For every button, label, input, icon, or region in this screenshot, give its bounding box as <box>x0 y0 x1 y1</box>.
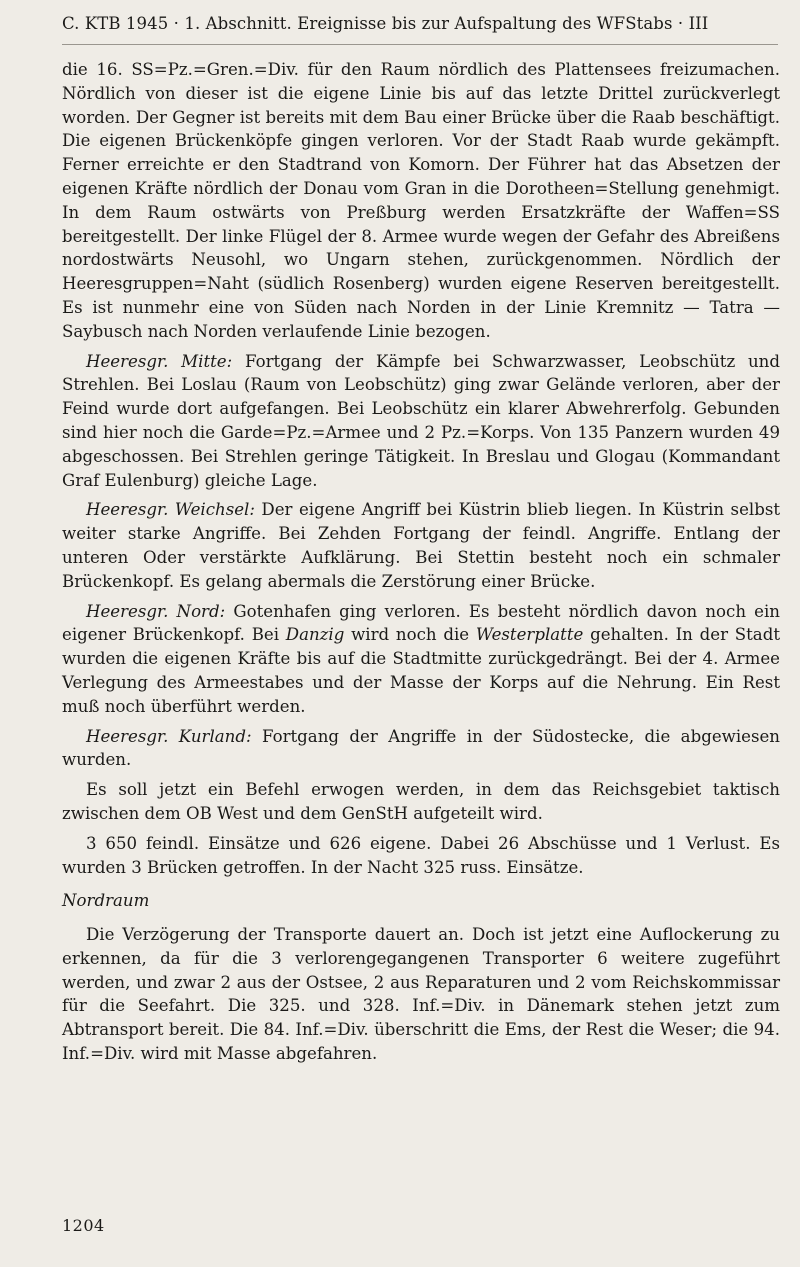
army-group-label: Heeresgr. Nord: <box>86 601 226 621</box>
paragraph-text: Fortgang der Angriffe in der Südostecke, die abgewiesen wurden. <box>62 726 780 770</box>
paragraph-text: die 16. SS=Pz.=Gren.=Div. für den Raum nördlich des Plattensees freizumachen. Nördlich von dieser ist die eigene Linie bis auf das letzte Drittel zurückverlegt worden. Der Gegner ist bereits mit dem Bau einer Brücke über die Raab beschäftigt. Die eigenen Brückenköpfe gingen verloren. Vor der Stadt Raab wurde gekämpft. Ferner erreichte er den Stadtrand von Komorn. Der Führer hat das Absetzen der eigenen Kräfte nördlich der Donau vom Gran in die Dorotheen=Stellung genehmigt. In dem Raum ostwärts von Preßburg werden Ersatzkräfte der Waffen=SS bereitgestellt. Der linke Flügel der 8. Armee wurde wegen der Gefahr des Abreißens nordostwärts Neusohl, wo Ungarn stehen, zurückgenommen. Nördlich der Heeresgruppen=Naht (südlich Rosenberg) wurden eigene Reserven bereitgestellt. Es ist nunmehr eine von Süden nach Norden in der Linie Kremnitz — Tatra — Saybusch nach Norden verlaufende Linie bezogen. <box>62 60 780 341</box>
paragraph-text: Fortgang der Kämpfe bei Schwarzwasser, Leobschütz und Strehlen. Bei Loslau (Raum von Leobschütz) ging zwar Gelände verloren, aber der Feind wurde dort aufgefangen. Bei Leobschütz ein klarer Abwehrerfolg. Gebunden sind hier noch die Garde=Pz.=Armee und 2 Pz.=Korps. Von 135 Panzern wurden 49 abgeschossen. Bei Strehlen geringe Tätigkeit. In Breslau und Glogau (Kommandant Graf Eulenburg) gleiche Lage. <box>62 351 780 490</box>
paragraph-text: Es soll jetzt ein Befehl erwogen werden, in dem das Reichsgebiet taktisch zwischen dem OB West und dem GenStH aufgeteilt wird. <box>62 780 780 823</box>
paragraph-text: gehalten. In der Stadt wurden die eigenen Kräfte bis auf die Stadtmitte zurückgedrängt. Bei der 4. Armee Verlegung des Armeestabes und der Masse der Korps auf die Nehrung. Ein Rest muß noch überführt werden. <box>62 625 780 716</box>
paragraph-heeresgr-weichsel <box>62 498 780 593</box>
document-body <box>62 58 780 1066</box>
paragraph-text: wird noch die <box>344 625 476 645</box>
paragraph-text: Die Verzögerung der Transporte dauert an. Doch ist jetzt eine Auflockerung zu erkennen, da für die 3 verlorengegangenen Transporter 6 weitere zugeführt werden, und zwar 2 aus der Ostsee, 2 aus Reparaturen und 2 vom Reichskommissar für die Seefahrt. Die 325. und 328. Inf.=Div. in Dänemark stehen jetzt zum Abtransport bereit. Die 84. Inf.=Div. überschritt die Ems, der Rest die Weser; die 94. Inf.=Div. wird mit Masse abgefahren. <box>62 925 780 1064</box>
paragraph-befehl <box>62 778 780 826</box>
paragraph-nordraum <box>62 923 780 1066</box>
paragraph-einsaetze <box>62 832 780 880</box>
place-danzig: Danzig <box>285 625 345 645</box>
paragraph-heeresgr-nord <box>62 600 780 719</box>
army-group-label: Heeresgr. Kurland: <box>86 726 252 746</box>
army-group-label: Heeresgr. Weichsel: <box>86 500 255 520</box>
running-head: C. KTB 1945 · 1. Abschnitt. Ereignisse bis zur Aufspaltung des WFStabs · III <box>62 14 709 33</box>
paragraph-heeresgr-mitte <box>62 350 780 493</box>
paragraph-heeresgr-kurland <box>62 725 780 773</box>
place-westerplatte: Westerplatte <box>475 625 584 645</box>
paragraph-suedfront <box>62 58 780 344</box>
paragraph-text: 3 650 feindl. Einsätze und 626 eigene. Dabei 26 Abschüsse und 1 Verlust. Es wurden 3 Brücken getroffen. In der Nacht 325 russ. Einsätze. <box>62 833 780 877</box>
header-rule <box>62 44 778 45</box>
army-group-label: Heeresgr. Mitte: <box>86 351 233 371</box>
paragraph-text: Der eigene Angriff bei Küstrin blieb liegen. In Küstrin selbst weiter starke Angriffe. Bei Zehden Fortgang der feindl. Angriffe. Entlang der unteren Oder verstärkte Aufklärung. Bei Stettin besteht noch ein schmaler Brückenkopf. Es gelang abermals die Zerstörung einer Brücke. <box>62 500 780 591</box>
page-number: 1204 <box>62 1216 105 1235</box>
paragraph-text: Gotenhafen ging verloren. Es besteht nördlich davon noch ein eigener Brückenkopf. Bei <box>62 601 780 645</box>
section-heading-nordraum: Nordraum <box>62 891 150 911</box>
